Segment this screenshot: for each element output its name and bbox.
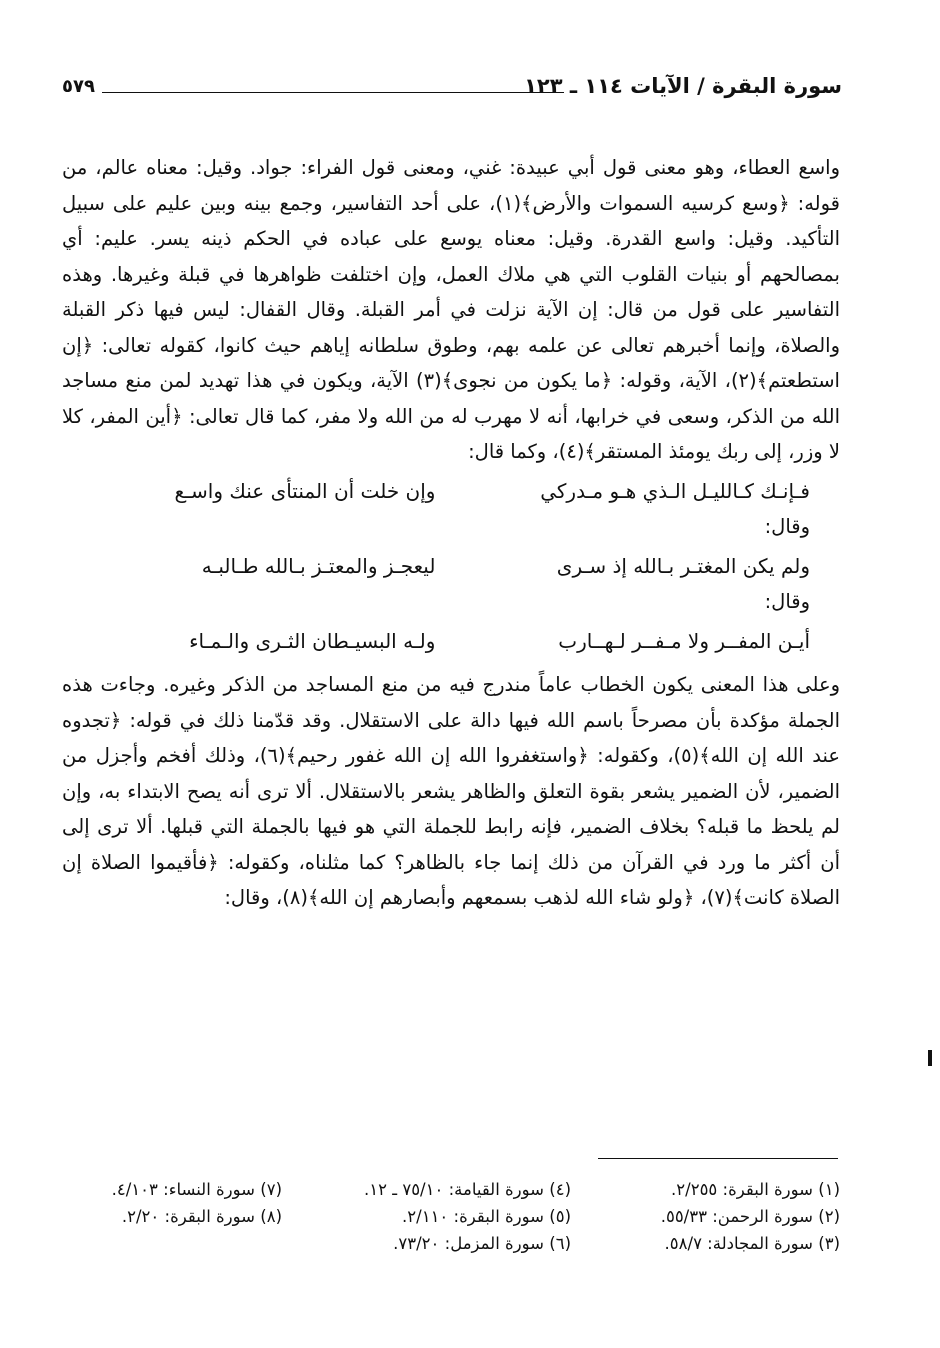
verse-line-3 xyxy=(62,624,840,660)
footnote-5: (٥) سورة البقرة: ٢/١١٠. xyxy=(402,1207,571,1226)
verse-line-2 xyxy=(62,549,840,585)
footnote-1: (١) سورة البقرة: ٢/٢٥٥. xyxy=(671,1180,840,1199)
paragraph-2: وعلى هذا المعنى يكون الخطاب عاماً مندرج فيه من منع المساجد من الذكر وغيره. وجاءت هذه الجملة مؤكدة بأن مصرحاً باسم الله فيها دالة على الاستقلال. وقد قدّمنا ذلك في قوله: ﴿تجدوه عند الله إن الله﴾(٥)، وكقوله: ﴿واستغفروا الله إن الله غفور رحيم﴾(٦)، وذلك أفخم وأجزل من الضمير، لأن الضمير يشعر بقوة التعلق والظاهر يشعر بالاستقلال. ألا ترى أنه يصح الابتداء به، وإن لم يلحظ ما قبله؟ بخلاف الضمير، فإنه رابط للجملة التي هو فيها بالجملة التي قبلها. ألا ترى إلى أن أكثر ما ورد في القرآن من ذلك إنما جاء بالظاهر؟ كما مثلناه، وكقوله: ﴿فأقيموا الصلاة إن الصلاة كانت﴾(٧)، ﴿ولو شاء الله لذهب بسمعهم وأبصارهم إن الله﴾(٨)، وقال: xyxy=(62,673,840,909)
footnote-4: (٤) سورة القيامة: ٧٥/١٠ ـ ١٢. xyxy=(364,1180,571,1199)
page-header xyxy=(62,72,842,112)
running-title: سورة البقرة / الآيات ١١٤ ـ ١٢٣ xyxy=(524,74,842,98)
paragraph-1: واسع العطاء، وهو معنى قول أبي عبيدة: غني، ومعنى قول الفراء: جواد. وقيل: معناه عالم، من قوله: ﴿وسع كرسيه السموات والأرض﴾(١)، على أحد التفاسير، وجمع بينه وبين عليم على سبيل التأكيد. وقيل: واسع القدرة. وقيل: معناه يوسع على عباده في الحكم ذينه يسر. عليم: أي بمصالحهم أو بنيات القلوب التي هي ملاك العمل، وإن اختلفت ظواهرها في قبلة وغيرها. وهذه التفاسير على قول من قال: إن الآية نزلت في أمر القبلة. وقال القفال: ليس فيها ذكر القبلة والصلاة، وإنما أخبرهم تعالى عن علمه بهم، وطوق سلطانه إياهم حيث كانوا، كقوله تعالى: ﴿إن استطعتم﴾(٢)، الآية، وقوله: ﴿ما يكون من نجوى﴾(٣) الآية، ويكون في هذا تهديد لمن منع مساجد الله من الذكر، وسعى في خرابها، أنه لا مهرب له من الله ولا مفر، كما قال تعالى: ﴿أين المفر، كلا لا وزر، إلى ربك يومئذ المستقر﴾(٤)، وكما قال: xyxy=(62,156,841,463)
verse-1-second-hemistich: وإن خلت أن المنتأى عنك واسـع xyxy=(174,478,436,503)
page-number: ٥٧٩ xyxy=(62,76,95,97)
verse-3-first-hemistich: أيـن المفــر ولا مـفــر لـهــارب xyxy=(558,628,810,653)
body-text xyxy=(62,150,840,916)
verse-line-1 xyxy=(62,474,840,510)
footnote-7: (٧) سورة النساء: ٤/١٠٣. xyxy=(111,1180,282,1199)
qala-1: وقال: xyxy=(764,515,810,538)
verse-2-second-hemistich: ليعجـز والمعتـز بـالله طـالبـه xyxy=(201,553,436,578)
footnote-3: (٣) سورة المجادلة: ٥٨/٧. xyxy=(664,1234,840,1253)
verse-3-second-hemistich: ولـه البسيـطان الثـرى والـمـاء xyxy=(189,628,436,653)
header-rule xyxy=(102,92,564,93)
verse-2-first-hemistich: ولم يكن المغتـر بـالله إذ سـرى xyxy=(556,553,810,578)
footnote-rule xyxy=(598,1158,838,1159)
verse-1-first-hemistich: فـإنـك كـالليـل الـذي هـو مـدركي xyxy=(540,478,810,503)
qala-2: وقال: xyxy=(764,590,810,613)
footnote-column-3 xyxy=(62,1176,282,1257)
footnote-8: (٨) سورة البقرة: ٢/٢٠. xyxy=(121,1207,282,1226)
margin-mark xyxy=(928,1050,932,1066)
footnote-column-2 xyxy=(321,1176,571,1257)
footnotes xyxy=(62,1176,840,1257)
footnote-2: (٢) سورة الرحمن: ٥٥/٣٣. xyxy=(660,1207,840,1226)
footnote-6: (٦) سورة المزمل: ٧٣/٢٠. xyxy=(393,1234,571,1253)
footnote-column-1 xyxy=(610,1176,840,1257)
